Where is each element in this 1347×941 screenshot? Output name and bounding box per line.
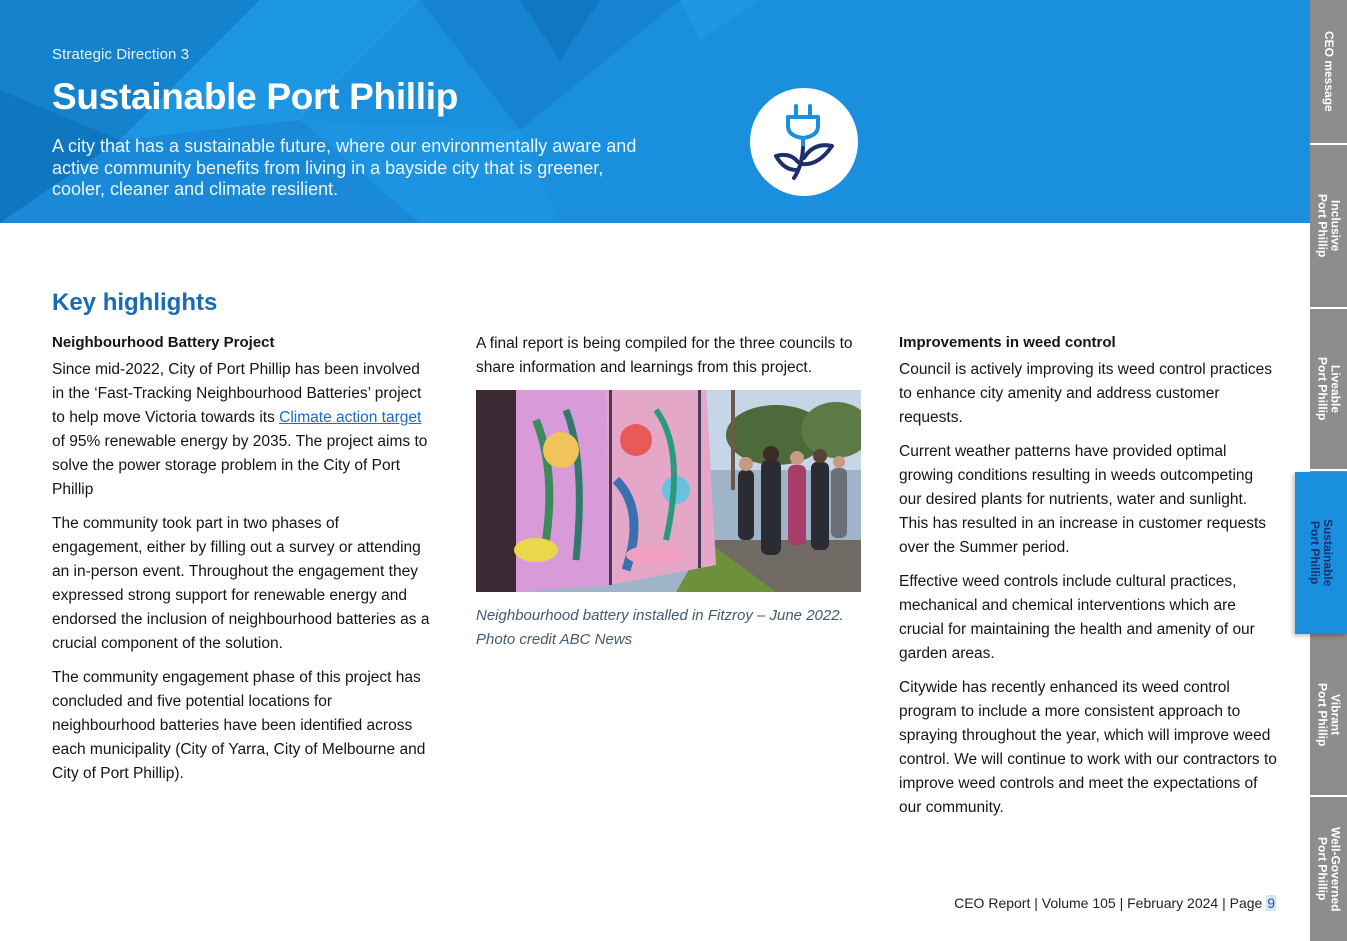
- tab-sustainable-port-phillip[interactable]: [1295, 472, 1347, 634]
- page-title: Sustainable Port Phillip: [52, 76, 459, 117]
- side-tab-bar: [1310, 0, 1347, 941]
- battery-photo: [476, 390, 861, 592]
- battery-paragraph-1: [52, 358, 432, 502]
- tab-label: CEO message: [1322, 31, 1336, 112]
- weed-paragraph-4: Citywide has recently enhanced its weed control program to include a more consistent approach to spraying throughout the year, which will improve weed control. We will continue to work with our contractors to improve weed controls and meet the expectations of our community.: [899, 679, 1277, 816]
- tab-label: Well-Governed Port Phillip: [1315, 826, 1343, 912]
- photo-caption: Neighbourhood battery installed in Fitzroy – June 2022. Photo credit ABC News: [476, 607, 844, 648]
- battery-photo-image: [476, 390, 861, 592]
- battery-p1-text: Since mid-2022, City of Port Phillip has been involved in the ‘Fast-Tracking Neighbourhood Batteries’ project to help move Victoria towards its: [52, 361, 422, 426]
- final-report-paragraph: A final report is being compiled for the three councils to share information and learnings from this project.: [476, 335, 853, 376]
- section-kicker: Strategic Direction 3: [52, 46, 190, 63]
- footer-text: CEO Report | Volume 105 | February 2024 | Page: [954, 895, 1267, 911]
- weed-paragraph-2: Current weather patterns have provided optimal growing conditions resulting in weeds outcompeting our desired plants for nutrients, water and sunlight. This has resulted in an increase in customer requests over the Summer period.: [899, 443, 1267, 556]
- weed-control-heading: Improvements in weed control: [899, 334, 1116, 351]
- tab-label: Sustainable Port Phillip: [1308, 519, 1335, 587]
- tab-vibrant-port-phillip[interactable]: [1310, 635, 1347, 797]
- column-battery-project: [52, 332, 432, 796]
- plug-plant-icon-graphic: [762, 100, 846, 184]
- weed-paragraph-3: Effective weed controls include cultural practices, mechanical and chemical interventions which are crucial for maintaining the health and amenity of our garden areas.: [899, 573, 1255, 662]
- battery-paragraph-3: The community engagement phase of this project has concluded and five potential locations for neighbourhood batteries have been identified across each municipality (City of Yarra, City of Melbourne and City of Port Phillip).: [52, 669, 426, 782]
- battery-paragraph-2: The community took part in two phases of engagement, either by filling out a survey or attending an in-person event. Throughout the engagement they expressed strong support for renewable energy and endorsed the inclusion of neighbourhood batteries as a crucial component of the solution.: [52, 515, 430, 652]
- tab-label: Vibrant Port Phillip: [1315, 683, 1343, 747]
- climate-action-target-link[interactable]: Climate action target: [279, 409, 422, 426]
- weed-paragraph-1: Council is actively improving its weed control practices to enhance city amenity and address customer requests.: [899, 361, 1273, 426]
- tab-ceo-message[interactable]: [1310, 0, 1347, 145]
- banner-description: A city that has a sustainable future, where our environmentally aware and active community benefits from living in a bayside city that is greener, cooler, cleaner and climate resilient.: [52, 136, 637, 199]
- tab-well-governed-port-phillip[interactable]: [1310, 797, 1347, 941]
- plug-plant-icon: [750, 88, 858, 196]
- page-number: 9: [1267, 895, 1275, 911]
- column-weed-control: [899, 332, 1279, 830]
- tab-inclusive-port-phillip[interactable]: [1310, 145, 1347, 309]
- section-title: Key highlights: [52, 289, 218, 316]
- battery-p1-text-end: of 95% renewable energy by 2035. The project aims to solve the power storage problem in the City of Port Phillip: [52, 433, 428, 498]
- tab-label: Liveable Port Phillip: [1315, 357, 1343, 421]
- tab-label: Inclusive Port Phillip: [1315, 194, 1343, 258]
- column-report-photo: [476, 332, 861, 652]
- tab-liveable-port-phillip[interactable]: [1310, 309, 1347, 471]
- header-banner: [0, 0, 1310, 223]
- page-footer: [954, 895, 1276, 911]
- battery-project-heading: Neighbourhood Battery Project: [52, 334, 275, 351]
